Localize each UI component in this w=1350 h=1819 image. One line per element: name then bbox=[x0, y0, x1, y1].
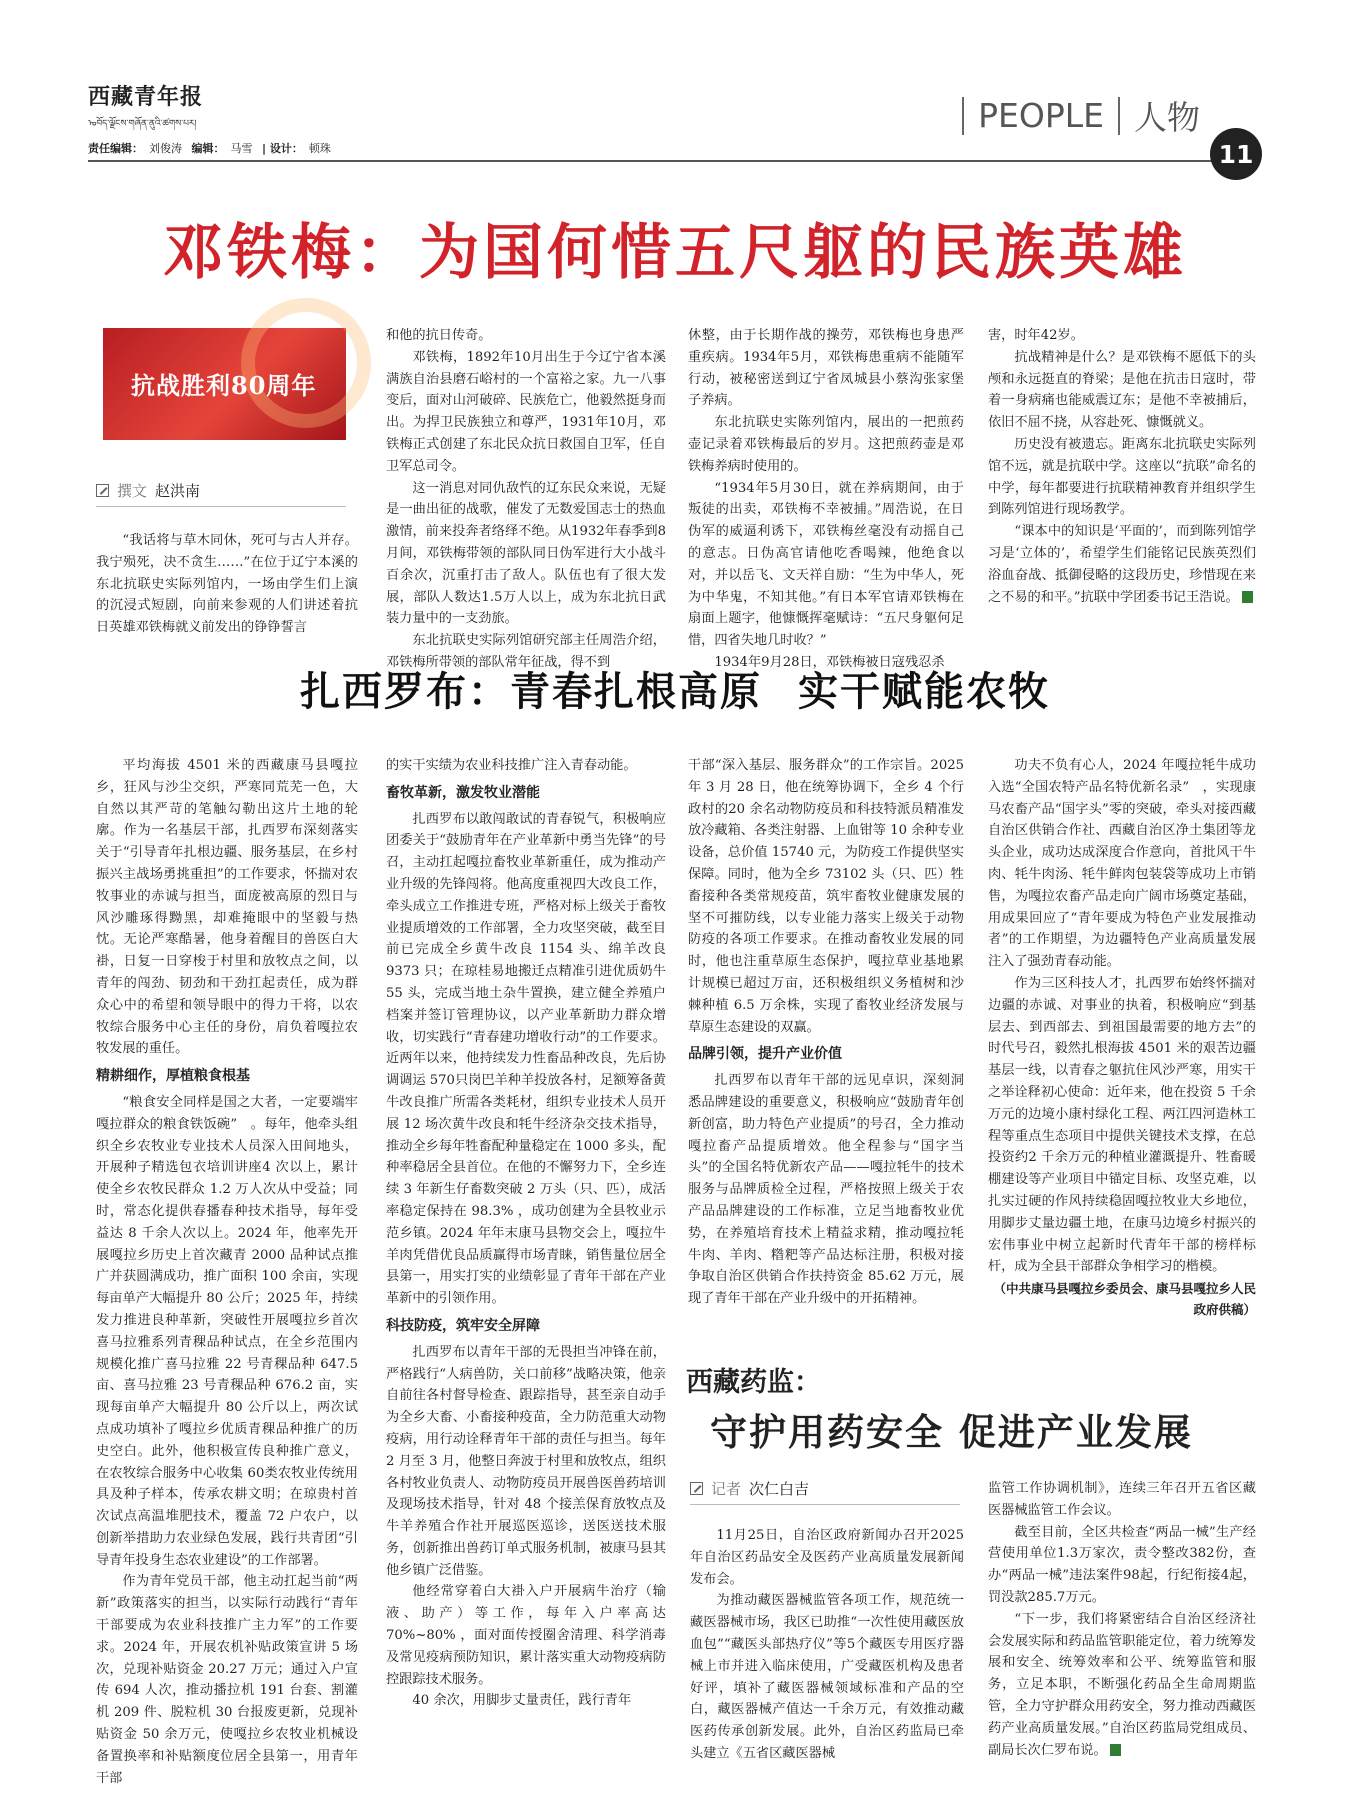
article2-headline bbox=[0, 660, 1350, 717]
paragraph: 这一消息对同仇敌忾的辽东民众来说，无疑是一曲出征的战歌，催发了无数爱国志士的热血激情，前来投奔者络绎不绝。从1932年春季到8月间，邓铁梅带领的部队同日伪军进行大小战斗百余次，沉重打击了敌人。队伍也有了很大发展，部队人数达1.5万人以上，成为东北抗日武装力量中的一支劲旅。 bbox=[386, 480, 666, 627]
credit-value: 顿珠 bbox=[308, 142, 331, 155]
paragraph: 东北抗联史实际列馆研究部主任周浩介绍，邓铁梅所带领的部队常年征战，得不到 bbox=[386, 633, 666, 670]
paragraph: 害，时年42岁。 bbox=[988, 328, 1084, 343]
paragraph: “我话将与草木同休，死可与古人并存。我宁殒死，决不贪生……”在位于辽宁本溪的东北抗联史实际列馆内，一场由学生们上演的沉浸式短剧，向前来参观的人们讲述着抗日英雄邓铁梅就义前发出的铮铮誓言 bbox=[96, 533, 358, 636]
paragraph: 扎西罗布以青年干部的远见卓识，深刻洞悉品牌建设的重要意义，积极响应“鼓励青年创新创富，助力特色产业提质”的号召，全力推动嘎拉畜产品提质增效。他全程参与“国字当头”的全国名特优新农产品——嘎拉牦牛的技术服务与品牌质检全过程，严格按照上级关于农产品品牌建设的工作标准，立足当地畜牧业优势，在养殖培育技术上精益求精，推动嘎拉牦牛肉、羊肉、糌粑等产品达标注册，积极对接争取自治区供销合作扶持资金 85.62 万元，展现了青年干部在产业升级中的开拓精神。 bbox=[688, 1073, 964, 1307]
article3-column-2 bbox=[988, 1478, 1256, 1800]
article1-column-2 bbox=[386, 325, 666, 670]
source-credit: （中共康马县嘎拉乡委员会、康马县嘎拉乡人民政府供稿） bbox=[993, 1281, 1256, 1318]
subheading: 畜牧革新，激发牧业潜能 bbox=[386, 784, 540, 801]
paper-tibetan-name: ᠣབོད་ལྗོངས་གཞོན་ནུའི་ཚགས་པར། bbox=[88, 119, 197, 129]
pen-icon bbox=[96, 484, 109, 497]
banner-ornament bbox=[241, 298, 371, 428]
paragraph: 为推动藏医器械监管各项工作，规范统一藏医器械市场，我区已助推“一次性使用藏医放血包”“藏医头部热疗仪”等5个藏医专用医疗器械上市并进入临床使用，广受藏医机构及患者好评，填补了藏医器械领域标准和产品的空白，藏医器械产值达一千余万元，有效推动藏医药传承创新发展。此外，自治区药监局已牵头建立《五省区藏医器械 bbox=[690, 1593, 964, 1761]
paragraph: 1934年9月28日，邓铁梅被日寇残忍杀 bbox=[714, 654, 945, 670]
pen-icon bbox=[690, 1482, 703, 1495]
header-rule bbox=[88, 160, 1243, 162]
credit-label: | 设计： bbox=[262, 142, 303, 155]
paragraph: 东北抗联史实陈列馆内，展出的一把煎药壶记录着邓铁梅最后的岁月。这把煎药壶是邓铁梅养病时使用的。 bbox=[688, 415, 964, 474]
banner-text: 抗战胜利80周年 bbox=[131, 371, 317, 400]
paper-name: 西藏青年报 bbox=[88, 84, 204, 110]
paragraph: 干部“深入基层、服务群众”的工作宗旨。2025 年 3 月 28 日，他在统筹协调下，全乡 4 个行政村的20 余名动物防疫员和科技特派员精准发放冷藏箱、各类注射器、上血钳等 10 余种专业设备，总价值 15740 元，为防疫工作提供坚实保障。同时，他为全乡 73102 头（只、匹）牲畜接种各类常规疫苗，筑牢畜牧业健康发展的坚不可摧防线，以专业能力落实上级关于动物防疫的各项工作要求。在推动畜牧业发展的同时，他也注重草原生态保护，嘎拉草业基地累计规模已超过万亩，还积极组织义务植树和沙棘种植 6.5 万余株，实现了畜牧业经济发展与草原生态建设的双赢。 bbox=[688, 758, 964, 1035]
article1-byline bbox=[96, 480, 346, 501]
subheading: 品牌引领，提升产业价值 bbox=[688, 1046, 842, 1063]
paragraph: 功夫不负有心人，2024 年嘎拉牦牛成功入选“全国农特产品名特优新名录” ，实现康马农畜产品“国字头”零的突破，牵头对接西藏自治区供销合作社、西藏自治区净土集团等龙头企业，成功达成深度合作意向，首批风干牛肉、牦牛肉汤、牦牛鲜肉包装袋等成功上市销售，为嘎拉农畜产品走向广阔市场奠定基础，用成果回应了“青年要成为特色产业发展推动者”的工作期望，为边疆特色产业高质量发展注入了强劲青春动能。 bbox=[988, 758, 1256, 970]
byline-label: 记者 bbox=[711, 1480, 742, 1498]
paragraph: 的实干实绩为农业科技推广注入青春动能。 bbox=[386, 758, 637, 773]
article2-column-1 bbox=[96, 755, 358, 1795]
section-english: PEOPLE bbox=[978, 96, 1104, 135]
paragraph: 和他的抗日传奇。 bbox=[386, 328, 492, 343]
paragraph: “1934年5月30日，就在养病期间，由于叛徒的出卖，邓铁梅不幸被捕。”周浩说，在日伪军的威逼利诱下，邓铁梅丝毫没有动摇自己的意志。日伪高官请他吃香喝辣，他绝食以对，并以岳飞、文天祥自励：“生为中华人，死为中华鬼，不知其他。”有日本军官请邓铁梅在扇面上题字，他慷慨挥毫赋诗：“五尺身躯何足惜，四省失地几时收？” bbox=[688, 480, 964, 649]
paragraph: 平均海拔 4501 米的西藏康马县嘎拉乡，狂风与沙尘交织，严寒同荒芜一色，大自然以其严苛的笔触勾勒出这片土地的轮廓。作为一名基层干部，扎西罗布深刻落实关于“引导青年扎根边疆、服务基层，在乡村振兴主战场勇挑重担”的工作要求，怀揣对农牧事业的赤诚与担当，面庞被高原的烈日与风沙雕琢得黝黑，却难掩眼中的坚毅与热忱。无论严寒酷暑，他身着醒目的兽医白大褂，日复一日穿梭于村里和放牧点之间，以青年的闯劲、韧劲和干劲扛起责任，成为群众心中的希望和领导眼中的得力干将，以农牧综合服务中心主任的身份，肩负着嘎拉农牧发展的重任。 bbox=[96, 758, 358, 1057]
paragraph-text: “课本中的知识是‘平面的’，而到陈列馆学习是‘立体的’，希望学生们能铭记民族英烈们浴血奋战、抵御侵略的这段历史，珍惜现在来之不易的和平。”抗联中学团委书记王浩说。 bbox=[988, 524, 1256, 605]
editor-credits bbox=[88, 140, 337, 156]
article1-column-4 bbox=[988, 325, 1256, 630]
article2-column-4 bbox=[988, 755, 1256, 1345]
article3-column-1 bbox=[690, 1525, 964, 1800]
headline-part: 实干赋能农牧 bbox=[798, 668, 1050, 715]
credit-value: 马雪 bbox=[230, 142, 253, 155]
article1-column-1 bbox=[96, 530, 358, 636]
article2-column-2 bbox=[386, 755, 666, 1795]
end-mark-icon bbox=[1242, 591, 1253, 603]
paragraph: “粮食安全同样是国之大者，一定要端牢嘎拉群众的粮食铁饭碗” 。每年，他牵头组织全乡农牧业专业技术人员深入田间地头，开展种子精选包衣培训讲座4 次以上，累计使全乡农牧民群众 1.2 万人次从中受益；同时，常态化提供春播春种技术指导，每年受益达 8 千余人次以上。2024 年，他率先开展嘎拉乡历史上首次藏青 2000 品种试点推广并获圆满成功，推广面积 100 余亩，实现每亩单产大幅提升 80 公斤；2025 年，持续发力推进良种革新，突破性开展嘎拉乡首次喜马拉雅系列青稞品种试点，在全乡范围内规模化推广喜马拉雅 22 号青稞品种 647.5 亩、喜马拉雅 23 号青稞品种 676.2 亩，实现每亩单产大幅提升 80 公斤以上，两次试点成功填补了嘎拉乡优质青稞品种推广的历史空白。此外，他积极宣传良种推广意义，在农牧综合服务中心收集 60类农牧业传统用具及种子样本，传承农耕文明；在琼贵村首次试点高温堆肥技术，覆盖 72 户农户，以创新举措助力农业绿色发展，践行共青团“引导青年投身生态农业建设”的工作部署。 bbox=[96, 1094, 358, 1568]
masthead bbox=[88, 80, 288, 139]
paragraph: 他经常穿着白大褂入户开展病牛治疗（输液、助产）等工作，每年入户率高达 70%~80% ，面对面传授圈舍清理、科学消毒及常见疫病预防知识，累计落实重大动物疫病防控跟踪技术服务。 bbox=[386, 1584, 666, 1687]
byline-rule bbox=[690, 1504, 960, 1505]
paragraph: 作为三区科技人才，扎西罗布始终怀揣对边疆的赤诚、对事业的执着，积极响应“到基层去、到西部去、到祖国最需要的地方去”的时代号召，毅然扎根海拔 4501 米的艰苦边疆基层一线，以青春之躯抗住风沙严寒，用实干之举诠释初心使命：近年来，他在投资 5 千余万元的边境小康村绿化工程、两江四河造林工程等重点生态项目中提供关键技术支撑，在总投资约2 千余万元的种植业灌溉提升、牲畜暖棚建设等产业项目中锚定目标、攻坚克难，以扎实过硬的作风持续稳固嘎拉牧业大乡地位，用脚步丈量边疆土地，在康马边境乡村振兴的宏伟事业中树立起新时代青年干部的榜样标杆，成为全县干部群众争相学习的楷模。 bbox=[988, 975, 1256, 1275]
article3-headline: 守护用药安全 促进产业发展 bbox=[710, 1411, 1193, 1454]
headline-part: 扎西罗布：青春扎根高原 bbox=[300, 668, 762, 715]
paragraph: 作为青年党员干部，他主动扛起当前“两新”政策落实的担当，以实际行动践行“青年干部要成为农业科技推广主力军”的工作要求。2024 年，开展农机补贴政策宣讲 5 场次，兑现补贴资金 20.27 万元；通过入户宣传 694 人次，推动播拉机 191 台套、割灌机 209 件、脱粒机 30 台报废更新，兑现补贴资金 50 余万元，使嘎拉乡农牧业机械设备置换率和补贴额度位居全县第一，用青年干部 bbox=[96, 1574, 358, 1786]
paragraph: 邓铁梅，1892年10月出生于今辽宁省本溪满族自治县磨石峪村的一个富裕之家。九一八事变后，面对山河破碎、民族危亡，他毅然挺身而出。为捍卫民族独立和尊严，1931年10月，邓铁梅正式创建了东北民众抗日救国自卫军，任自卫军总司令。 bbox=[386, 349, 666, 474]
paragraph bbox=[988, 521, 1256, 608]
subheading: 科技防疫，筑牢安全屏障 bbox=[386, 1317, 540, 1334]
paragraph: 休整，由于长期作战的操劳，邓铁梅也身患严重疾病。1934年5月，邓铁梅患重病不能随军行动，被秘密送到辽宁省凤城县小蔡沟张家堡子养病。 bbox=[688, 328, 964, 409]
paragraph: 扎西罗布以敢闯敢试的青春锐气，积极响应团委关于“鼓励青年在产业革新中勇当先锋”的号召，主动扛起嘎拉畜牧业革新重任，成为推动产业升级的先锋闯将。他高度重视四大改良工作，牵头成立工作推进专班，严格对标上级关于畜牧业提质增效的工作部署，全力攻坚突破，截至目前已完成全乡黄牛改良 1154 头、绵羊改良 9373 只；在琼桂易地搬迁点精准引进优质奶牛 55 头，完成当地土杂牛置换，建立健全养殖户档案并签订管理协议，以产业革新助力群众增收，切实践行“青春建功增收行动”的工作要求。近两年以来，他持续发力性畜品种改良，先后协调调运 570只岗巴羊种羊投放各村，足额筹备黄牛改良推广所需各类耗材，组织专业技术人员开展 12 场次黄牛改良和牦牛经济杂交技术指导，推动全乡每年牲畜配种量稳定在 1000 多头，配种率稳居全县首位。在他的不懈努力下，全乡连续 3 年新生仔畜数突破 2 万头（只、匹），成活率稳定保持在 98.3% ，成功创建为全县牧业示范乡镇。2024 年年末康马县物交会上，嘎拉牛羊肉凭借优良品质赢得市场青睐，销售量位居全县第一，用实打实的业绩彰显了青年干部在产业革新中的引领作用。 bbox=[386, 811, 666, 1307]
paragraph: 扎西罗布以青年干部的无畏担当冲锋在前，严格践行“人病兽防，关口前移”战略决策，他亲自前往各村督导检查、跟踪指导，甚至亲自动手为全乡大畜、小畜接种疫苗，全力防范重大动物疫病，用行动诠释青年干部的责任与担当。每年 2 月至 3 月，他整日奔波于村里和放牧点，组织各村牧业负责人、动物防疫员开展兽医兽药培训及现场技术指导，针对 48 个接羔保育放牧点及牛羊养殖合作社开展巡医巡诊，送医送技术服务，创新推出兽药订单式服务机制，被康马县其他乡镇广泛借鉴。 bbox=[386, 1344, 666, 1578]
byline-name: 次仁白吉 bbox=[749, 1480, 810, 1498]
credit-label: 责任编辑： bbox=[88, 142, 143, 155]
paragraph-text: “下一步，我们将紧密结合自治区经济社会发展实际和药品监管职能定位，着力统筹发展和安全、统筹效率和公平、统筹监管和服务，立足本职，不断强化药品全生命周期监管，全力守护群众用药安全，努力推动西藏医药产业高质量发展。”自治区药监局党组成员、副局长次仁罗布说。 bbox=[988, 1611, 1256, 1758]
paragraph: 历史没有被遗忘。距离东北抗联史实际列馆不远，就是抗联中学。这座以“抗联”命名的中学，每年都要进行抗联精神教育并组织学生到陈列馆进行现场教学。 bbox=[988, 436, 1256, 518]
subheading: 精耕细作，厚植粮食根基 bbox=[96, 1068, 250, 1085]
byline-rule bbox=[96, 506, 346, 507]
credit-value: 刘俊涛 bbox=[149, 142, 182, 155]
article1-headline: 邓铁梅：为国何惜五尺躯的民族英雄 bbox=[163, 218, 1187, 288]
section-chinese: 人物 bbox=[1134, 98, 1200, 137]
paragraph: 抗战精神是什么？是邓铁梅不愿低下的头颅和永远挺直的脊梁；是他在抗击日寇时，带着一身病痛也能威震辽东；是他不幸被捕后，依旧不屈不挠，从容赴死、慷慨就义。 bbox=[988, 349, 1256, 431]
page-number: 11 bbox=[1210, 128, 1262, 180]
anniversary-banner bbox=[103, 328, 346, 440]
paragraph: 截至目前，全区共检查“两品一械”生产经营使用单位1.3万家次，责令整改382份，查办“两品一械”违法案件98起，行纪衔接4起，罚没款285.7万元。 bbox=[988, 1524, 1256, 1605]
article2-column-3 bbox=[688, 755, 964, 1315]
section-divider bbox=[1118, 97, 1120, 135]
credit-label: 编辑： bbox=[191, 142, 225, 155]
end-mark-icon bbox=[1110, 1744, 1121, 1756]
section-divider bbox=[962, 97, 964, 135]
article3-byline bbox=[690, 1478, 960, 1499]
byline-name: 赵洪南 bbox=[155, 482, 201, 500]
paragraph: 11月25日，自治区政府新闻办召开2025年自治区药品安全及医药产业高质量发展新闻发布会。 bbox=[690, 1528, 964, 1587]
paragraph bbox=[988, 1609, 1256, 1762]
article1-column-3 bbox=[688, 325, 964, 670]
article3-kicker: 西藏药监： bbox=[686, 1367, 821, 1398]
paragraph: 40 余次，用脚步丈量责任，践行青年 bbox=[412, 1693, 632, 1709]
paragraph: 监管工作协调机制》，连续三年召开五省区藏医器械监管工作会议。 bbox=[988, 1481, 1256, 1518]
section-label bbox=[948, 92, 1200, 139]
byline-label: 撰文 bbox=[117, 482, 148, 500]
